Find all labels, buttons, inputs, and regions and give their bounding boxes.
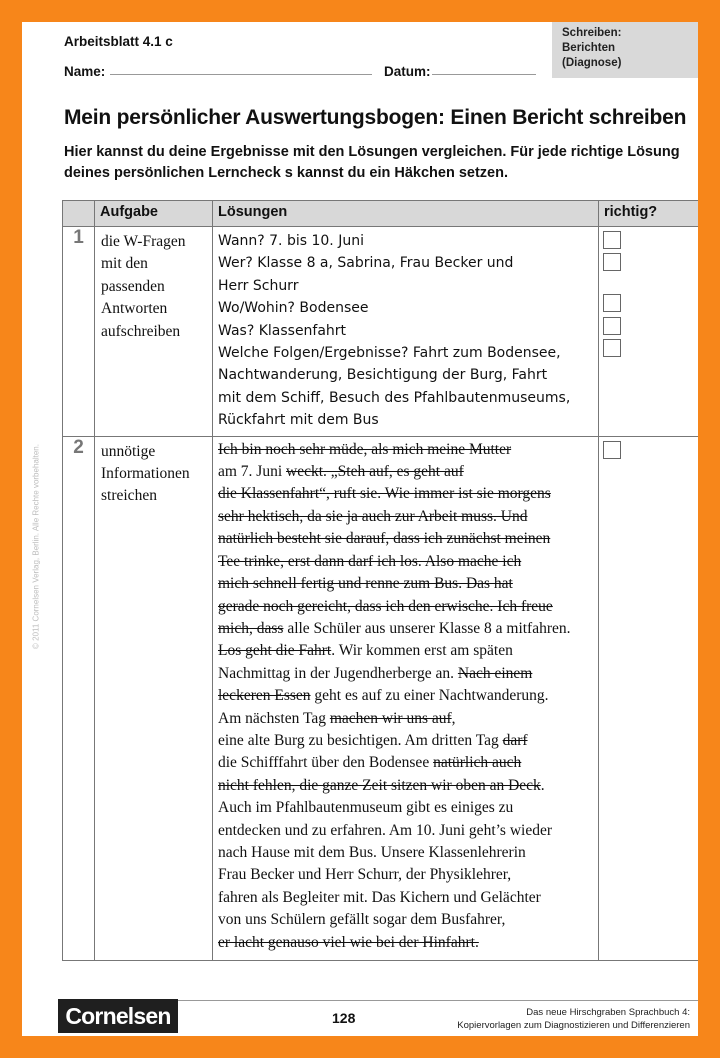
solutions-table	[62, 200, 698, 961]
struck-text: nicht fehlen, die ganze Zeit sitzen wir oben an Deck	[218, 776, 541, 794]
text-line	[218, 752, 598, 774]
text-line: Frau Becker und Herr Schurr, der Physiklehrer,	[218, 866, 512, 884]
struck-text: Ich bin noch sehr müde, als mich meine Mutter	[218, 440, 512, 458]
name-label: Name:	[64, 64, 106, 79]
text-line: Auch im Pfahlbautenmuseum gibt es einiges zu	[218, 799, 514, 817]
date-label: Datum:	[384, 64, 431, 79]
kept-text: geht es auf zu einer Nachtwanderung.	[310, 687, 549, 705]
text-line	[218, 596, 598, 618]
worksheet-page	[22, 22, 698, 1036]
checkbox-who[interactable]	[603, 253, 621, 271]
task-line: Informationen	[101, 465, 190, 483]
solution-line: Wo/Wohin? Bodensee	[218, 300, 369, 317]
task-line: streichen	[101, 487, 157, 505]
page-number: 128	[332, 1010, 356, 1026]
badge-line: Berichten	[562, 42, 616, 54]
copyright-side-note: © 2011 Cornelsen Verlag, Berlin. Alle Rechte vorbehalten.	[31, 444, 41, 649]
header-correct: richtig?	[599, 201, 699, 227]
solution-line: Nachtwanderung, Besichtigung der Burg, Fahrt	[218, 367, 548, 384]
page-title: Mein persönlicher Auswertungsbogen: Einen Bericht schreiben	[64, 106, 687, 129]
solution-line: Herr Schurr	[218, 277, 299, 294]
struck-text: sehr hektisch, da sie ja auch zur Arbeit muss. Und	[218, 507, 528, 525]
task-line: aufschreiben	[101, 322, 181, 340]
text-line: nach Hause mit dem Bus. Unsere Klassenlehrerin	[218, 843, 526, 861]
solution-line: Was? Klassenfahrt	[218, 322, 347, 339]
solution-line: mit dem Schiff, Besuch des Pfahlbautenmuseums,	[218, 389, 571, 406]
text-line: von uns Schülern gefällt sogar dem Busfahrer,	[218, 911, 506, 929]
topic-badge	[552, 22, 698, 78]
text-line	[218, 932, 598, 954]
checkbox-consequences[interactable]	[603, 339, 621, 357]
text-line	[218, 663, 598, 685]
solution-line: Wer? Klasse 8 a, Sabrina, Frau Becker und	[218, 255, 514, 272]
checkbox-when[interactable]	[603, 231, 621, 249]
text-line	[218, 573, 598, 595]
solution-line: Wann? 7. bis 10. Juni	[218, 233, 364, 249]
task-cell	[95, 227, 213, 437]
struck-text: er lacht genauso viel wie bei der Hinfahrt.	[218, 933, 479, 951]
task-line: passenden	[101, 277, 165, 295]
solution-line: Rückfahrt mit dem Bus	[218, 412, 379, 429]
kept-text: . Wir kommen erst am späten	[331, 642, 513, 660]
struck-text: die Klassenfahrt“, ruft sie. Wie immer ist sie morgens	[218, 485, 551, 503]
text-line	[218, 775, 598, 797]
publisher-logo: Cornelsen	[58, 999, 178, 1033]
kept-text: eine alte Burg zu besichtigen. Am dritten Tag	[218, 731, 503, 749]
task-line: Antworten	[101, 300, 168, 318]
intro-text: Hier kannst du deine Ergebnisse mit den Lösungen vergleichen. Für jede richtige Lösung deines persönlichen Lerncheck s kannst du ein Häkchen setzen.	[64, 144, 680, 181]
struck-text: darf	[502, 731, 528, 749]
badge-line: Schreiben:	[562, 27, 622, 39]
table-row	[63, 436, 699, 960]
struck-text: gerade noch gereicht, dass ich den erwische. Ich freue	[218, 597, 553, 615]
text-line	[218, 685, 598, 707]
kept-text: Am nächsten Tag	[218, 709, 330, 727]
struck-text: machen wir uns auf	[329, 709, 452, 727]
solution-cell	[213, 227, 599, 437]
row-number: 1	[63, 227, 95, 437]
struck-text: weckt. „Steh auf, es geht auf	[286, 463, 464, 481]
struck-text: Nach einem	[457, 664, 533, 682]
struck-text: natürlich auch	[433, 754, 522, 772]
header-number	[63, 201, 95, 227]
text-line	[218, 708, 598, 730]
header-task: Aufgabe	[95, 201, 213, 227]
task-cell	[95, 436, 213, 960]
struck-text: natürlich besteht sie darauf, dass ich zunächst meinen	[218, 530, 551, 548]
text-line	[218, 506, 598, 528]
solution-line: Welche Folgen/Ergebnisse? Fahrt zum Bodensee,	[218, 345, 561, 362]
checkbox-cell	[599, 227, 699, 437]
task-line: die W-Fragen	[101, 233, 186, 250]
text-line	[218, 640, 598, 662]
text-line: fahren als Begleiter mit. Das Kichern und Gelächter	[218, 888, 541, 906]
footer-book-subtitle: Kopiervorlagen zum Diagnostizieren und Differenzieren	[457, 1020, 690, 1031]
checkbox-strike[interactable]	[603, 441, 621, 459]
text-line	[218, 439, 598, 461]
struck-text: Tee trinke, erst dann darf ich los. Also mache ich	[218, 552, 522, 570]
kept-text: Nachmittag in der Jugendherberge an.	[218, 664, 458, 682]
footer-book-title: Das neue Hirschgraben Sprachbuch 4:	[526, 1007, 690, 1018]
text-line	[218, 551, 598, 573]
header-solutions: Lösungen	[213, 201, 599, 227]
text-line	[218, 618, 598, 640]
kept-text: die Schifffahrt über den Bodensee	[218, 754, 434, 772]
task-line: mit den	[101, 255, 148, 273]
text-line	[218, 730, 598, 752]
checkbox-cell	[599, 436, 699, 960]
date-line	[432, 74, 536, 75]
badge-line: (Diagnose)	[562, 57, 622, 69]
kept-text: am 7. Juni	[218, 463, 287, 481]
struck-text: mich, dass	[218, 619, 284, 637]
task-line: unnötige	[101, 442, 156, 460]
kept-text: alle Schüler aus unserer Klasse 8 a mitfahren.	[283, 619, 571, 637]
sheet-label: Arbeitsblatt 4.1 c	[64, 34, 173, 49]
kept-text: .	[540, 776, 545, 794]
name-line	[110, 74, 372, 75]
struck-text: mich schnell fertig und renne zum Bus. Das hat	[218, 575, 513, 593]
table-row	[63, 227, 699, 437]
checkbox-where[interactable]	[603, 294, 621, 312]
row-number: 2	[63, 436, 95, 960]
struck-text: leckeren Essen	[218, 687, 311, 705]
struck-text: Los geht die Fahrt	[218, 642, 332, 660]
text-line	[218, 483, 598, 505]
checkbox-what[interactable]	[603, 317, 621, 335]
text-line	[218, 528, 598, 550]
table-header-row	[63, 201, 699, 227]
report-text-cell	[213, 436, 599, 960]
kept-text: ,	[451, 709, 456, 727]
text-line	[218, 461, 598, 483]
text-line: entdecken und zu erfahren. Am 10. Juni geht’s wieder	[218, 821, 553, 839]
